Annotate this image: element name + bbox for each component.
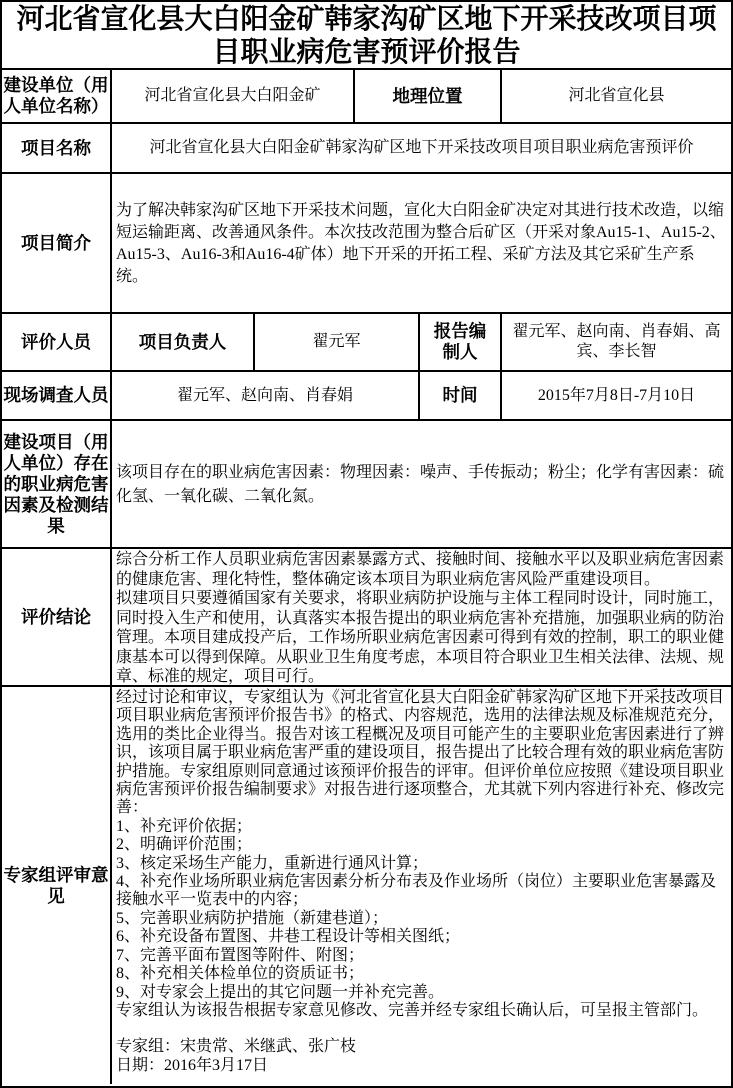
project-intro-label: 项目简介: [2, 174, 112, 312]
geo-location-label: 地理位置: [355, 70, 502, 122]
construction-unit-value: 河北省宣化县大白阳金矿: [112, 70, 355, 122]
expert-group-signature: 专家组：宋贵常、米继武、张广枝: [116, 1038, 357, 1056]
conclusion-label: 评价结论: [2, 549, 112, 685]
survey-time-value: 2015年7月8日-7月10日: [537, 386, 696, 404]
geo-location-value: 河北省宣化县: [568, 87, 665, 104]
project-name-value: 河北省宣化县大白阳金矿韩家沟矿区地下开采技改项目项目职业病危害预评价: [149, 139, 694, 156]
expert-review-item: 8、补充相关体检单位的资质证书；: [116, 965, 365, 983]
row-construction-unit: [2, 70, 731, 124]
site-survey-value: 翟元军、赵向南、肖春娟: [112, 372, 420, 419]
report-writers-label: 报告编制人: [420, 314, 502, 370]
construction-unit-label: 建设单位（用人单位名称）: [2, 70, 112, 122]
project-leader-value: 翟元军: [255, 314, 420, 370]
expert-review-item: 2、明确评价范围；: [116, 836, 253, 854]
expert-review-intro: 经过讨论和审议，专家组认为《河北省宣化县大白阳金矿韩家沟矿区地下开采技改项目项目职业病危害预评价报告书》的格式、内容规范，选用的法律法规及标准规范充分，选用的类比企业得当。报告对该工程概况及项目可能产生的主要职业危害因素进行了辨识，该项目属于职业病危害严重的建设项目，报告提出了比较合理有效的职业病危害防护措施。专家组原则同意通过该预评价报告的评审。但评价单位应按照《建设项目职业病危害预评价报告编制要求》对报告进行逐项整合，尤其就下列内容进行补充、修改完善：: [116, 689, 725, 817]
row-project-intro: [2, 174, 731, 314]
survey-time-label: 时间: [420, 372, 502, 419]
report-writers-value: 翟元军、赵向南、肖春娟、高宾、李长智: [512, 323, 721, 360]
expert-review-item: 9、对专家会上提出的其它问题一并补充完善。: [116, 983, 445, 1001]
conclusion-paragraph: 综合分析工作人员职业病危害因素暴露方式、接触时间、接触水平以及职业病危害因素的健康危害、理化特性，整体确定该本项目为职业病危害风险严重建设项目。: [116, 551, 725, 588]
row-site-survey: [2, 372, 731, 421]
expert-review-item: 7、完善平面布置图等附件、附图；: [116, 946, 365, 964]
expert-review-item: 6、补充设备布置图、井巷工程设计等相关图纸；: [116, 928, 461, 946]
row-conclusion: [2, 549, 731, 687]
expert-review-value: [112, 687, 731, 1084]
expert-review-label: 专家组评审意见: [2, 687, 112, 1084]
row-project-name: [2, 124, 731, 174]
report-title: 河北省宣化县大白阳金矿韩家沟矿区地下开采技改项目项目职业病危害预评价报告: [2, 2, 731, 70]
review-date: 日期：2016年3月17日: [116, 1056, 269, 1074]
hazard-factors-label: 建设项目（用人单位）存在的职业病危害因素及检测结果: [2, 421, 112, 547]
hazard-factors-value: 该项目存在的职业病危害因素：物理因素：噪声、手传振动；粉尘；化学有害因素：硫化氢、一氧化碳、二氧化氮。: [116, 463, 725, 505]
conclusion-paragraph: 拟建项目只要遵循国家有关要求，将职业病防护设施与主体工程同时设计，同时施工，同时投入生产和使用，认真落实本报告提出的职业病危害补充措施，加强职业病的防治管理。本项目建成投产后，工作场所职业病危害因素可得到有效的控制，职工的职业健康基本可以得到保障。从职业卫生角度考虑，本项目符合职业卫生相关法律、法规、规章、标准的规定，项目可行。: [116, 590, 725, 685]
evaluators-label: 评价人员: [2, 314, 112, 370]
conclusion-value: [112, 549, 731, 685]
project-name-label: 项目名称: [2, 124, 112, 172]
expert-review-closing: 专家组认为该报告根据专家意见修改、完善并经专家组长确认后，可呈报主管部门。: [116, 1001, 709, 1019]
site-survey-label: 现场调查人员: [2, 372, 112, 419]
row-evaluators: [2, 314, 731, 372]
project-intro-value: 为了解决韩家沟矿区地下开采技术问题，宣化大白阳金矿决定对其进行技术改造，以缩短运输距离、改善通风条件。本次技改范围为整合后矿区（开采对象Au15-1、Au15-2、Au15-3、Au16-3和Au16-4矿体）地下开采的开拓工程、采矿方法及其它采矿生产系统。: [116, 201, 726, 285]
spacer: [116, 1020, 726, 1038]
row-expert-review: [2, 687, 731, 1084]
expert-review-item: 3、核定采场生产能力，重新进行通风计算；: [116, 854, 429, 872]
expert-review-item: 5、完善职业病防护措施（新建巷道）；: [116, 909, 389, 927]
expert-review-item: 4、补充作业场所职业病危害因素分析分布表及作业场所（岗位）主要职业危害暴露及接触水平一览表中的内容；: [116, 873, 717, 909]
project-leader-label: 项目负责人: [112, 314, 255, 370]
expert-review-item: 1、补充评价依据；: [116, 817, 253, 835]
row-hazard-factors: [2, 421, 731, 549]
